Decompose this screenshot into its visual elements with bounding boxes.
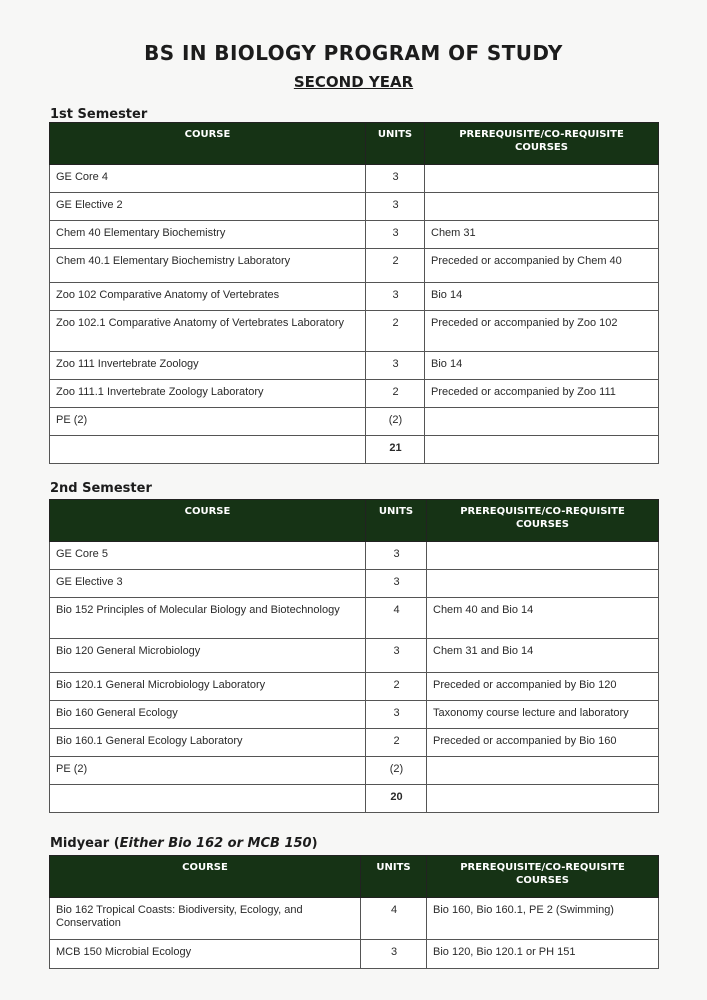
table-row	[50, 729, 659, 757]
table-row	[50, 542, 659, 570]
total-units: 21	[366, 436, 425, 464]
units-cell: 3	[366, 165, 425, 193]
table-row	[50, 380, 659, 408]
prereq-cell	[425, 165, 659, 193]
prereq-cell: Bio 14	[425, 283, 659, 311]
table-row	[50, 757, 659, 785]
table-row	[50, 283, 659, 311]
units-cell: 2	[366, 380, 425, 408]
units-cell: 3	[366, 352, 425, 380]
prereq-cell	[427, 757, 659, 785]
table-row	[50, 598, 659, 639]
course-cell: Chem 40.1 Elementary Biochemistry Laboratory	[50, 249, 366, 283]
prereq-cell: Bio 120, Bio 120.1 or PH 151	[427, 940, 659, 969]
units-cell: 2	[366, 729, 427, 757]
units-cell: 3	[366, 542, 427, 570]
page-title: BS IN BIOLOGY PROGRAM OF STUDY	[144, 41, 563, 65]
total-units: 20	[366, 785, 427, 813]
units-cell: 4	[361, 898, 427, 940]
course-cell: MCB 150 Microbial Ecology	[50, 940, 361, 969]
table-row	[50, 940, 659, 969]
table-row	[50, 193, 659, 221]
course-cell: GE Elective 2	[50, 193, 366, 221]
table-row	[50, 570, 659, 598]
course-cell: GE Elective 3	[50, 570, 366, 598]
units-cell: 3	[366, 701, 427, 729]
units-header: UNITS	[366, 500, 427, 542]
total-row	[50, 785, 659, 813]
total-row	[50, 436, 659, 464]
course-cell: Chem 40 Elementary Biochemistry	[50, 221, 366, 249]
units-cell: 3	[366, 570, 427, 598]
units-cell: 2	[366, 249, 425, 283]
units-cell: 3	[366, 193, 425, 221]
course-cell: GE Core 4	[50, 165, 366, 193]
course-cell: Zoo 111 Invertebrate Zoology	[50, 352, 366, 380]
course-header: COURSE	[50, 856, 361, 898]
prereq-cell: Chem 31 and Bio 14	[427, 639, 659, 673]
course-cell: Zoo 111.1 Invertebrate Zoology Laboratory	[50, 380, 366, 408]
table-row	[50, 639, 659, 673]
table-row	[50, 165, 659, 193]
course-cell: Bio 120 General Microbiology	[50, 639, 366, 673]
course-header: COURSE	[50, 123, 366, 165]
course-cell: GE Core 5	[50, 542, 366, 570]
course-cell: Bio 120.1 General Microbiology Laboratory	[50, 673, 366, 701]
prereq-cell: Preceded or accompanied by Bio 160	[427, 729, 659, 757]
prereq-header: PREREQUISITE/CO-REQUISITE COURSES	[427, 500, 659, 542]
units-cell: 2	[366, 673, 427, 701]
course-cell: Zoo 102.1 Comparative Anatomy of Vertebrates Laboratory	[50, 311, 366, 352]
second-semester-table	[49, 499, 659, 813]
prereq-cell: Preceded or accompanied by Chem 40	[425, 249, 659, 283]
units-cell: 4	[366, 598, 427, 639]
units-cell: 3	[361, 940, 427, 969]
course-cell: Bio 160 General Ecology	[50, 701, 366, 729]
table-row	[50, 898, 659, 940]
first-semester-table	[49, 122, 659, 464]
units-cell: 3	[366, 283, 425, 311]
table-header-row	[50, 856, 659, 898]
course-header: COURSE	[50, 500, 366, 542]
course-cell: Bio 160.1 General Ecology Laboratory	[50, 729, 366, 757]
table-header-row	[50, 123, 659, 165]
prereq-cell: Chem 31	[425, 221, 659, 249]
table-row	[50, 408, 659, 436]
prereq-cell: Bio 160, Bio 160.1, PE 2 (Swimming)	[427, 898, 659, 940]
course-cell: PE (2)	[50, 408, 366, 436]
prereq-cell	[425, 193, 659, 221]
table-row	[50, 221, 659, 249]
units-cell: (2)	[366, 757, 427, 785]
course-cell: Zoo 102 Comparative Anatomy of Vertebrates	[50, 283, 366, 311]
table-row	[50, 352, 659, 380]
page-subtitle: SECOND YEAR	[293, 73, 414, 91]
units-header: UNITS	[361, 856, 427, 898]
table-row	[50, 311, 659, 352]
prereq-cell	[427, 570, 659, 598]
prereq-cell: Preceded or accompanied by Zoo 102	[425, 311, 659, 352]
table-row	[50, 249, 659, 283]
course-cell: PE (2)	[50, 757, 366, 785]
prereq-cell: Taxonomy course lecture and laboratory	[427, 701, 659, 729]
table-row	[50, 701, 659, 729]
prereq-cell	[427, 542, 659, 570]
prereq-cell: Preceded or accompanied by Zoo 111	[425, 380, 659, 408]
first-semester-heading: 1st Semester	[50, 107, 148, 122]
prereq-cell: Bio 14	[425, 352, 659, 380]
prereq-cell: Preceded or accompanied by Bio 120	[427, 673, 659, 701]
prereq-header: PREREQUISITE/CO-REQUISITE COURSES	[425, 123, 659, 165]
table-row	[50, 673, 659, 701]
prereq-cell	[425, 408, 659, 436]
second-semester-heading: 2nd Semester	[50, 481, 152, 496]
prereq-header: PREREQUISITE/CO-REQUISITE COURSES	[427, 856, 659, 898]
course-cell: Bio 162 Tropical Coasts: Biodiversity, Ecology, and Conservation	[50, 898, 361, 940]
midyear-heading: Midyear (Either Bio 162 or MCB 150)	[50, 836, 318, 851]
table-header-row	[50, 500, 659, 542]
midyear-table	[49, 855, 659, 969]
units-cell: 2	[366, 311, 425, 352]
prereq-cell: Chem 40 and Bio 14	[427, 598, 659, 639]
units-header: UNITS	[366, 123, 425, 165]
units-cell: 3	[366, 639, 427, 673]
course-cell: Bio 152 Principles of Molecular Biology and Biotechnology	[50, 598, 366, 639]
units-cell: 3	[366, 221, 425, 249]
units-cell: (2)	[366, 408, 425, 436]
